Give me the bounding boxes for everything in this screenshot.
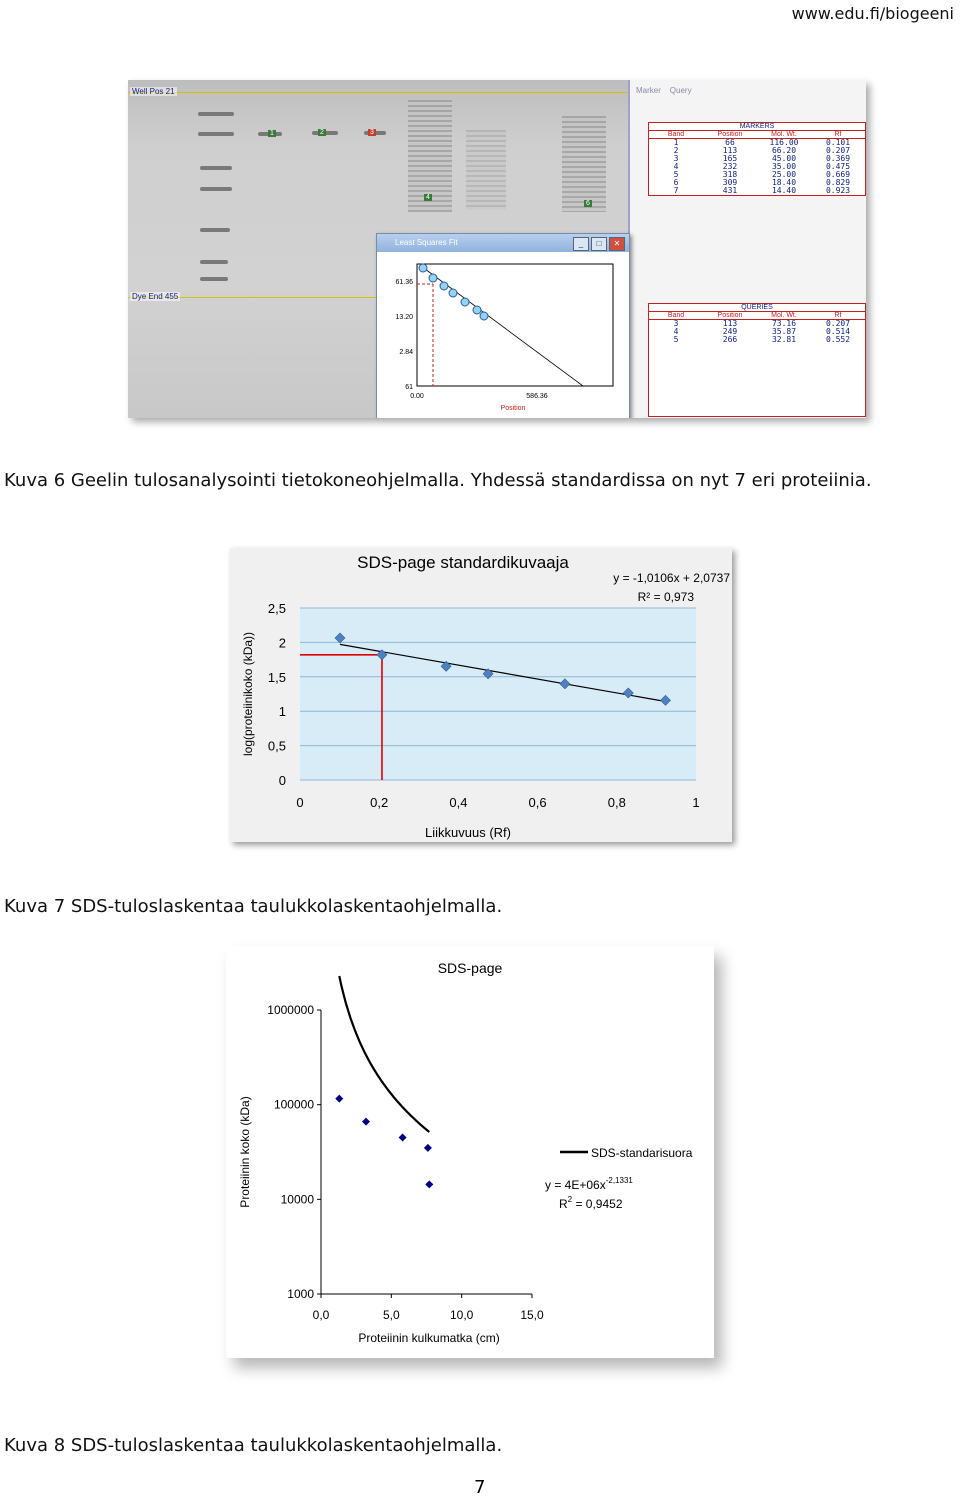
chart2-data-point: [335, 1095, 343, 1103]
chart2-r2: [559, 1195, 623, 1211]
panel-tabs: [636, 86, 692, 95]
caption-kuva-7: Kuva 7 SDS-tuloslaskentaa taulukkolaskentaohjelmalla.: [4, 896, 503, 917]
chart1-y-tick: 0: [278, 773, 286, 788]
marker-band: [198, 132, 234, 136]
chart1-x-tick: 0,8: [607, 795, 626, 810]
chart2-y-tick: 1000000: [267, 1003, 314, 1017]
col-mol-wt: Mol. Wt.: [771, 131, 797, 138]
lsq-y-tick: 13.20: [395, 314, 413, 321]
header-url[interactable]: www.edu.fi/biogeeni: [791, 4, 954, 23]
maximize-icon[interactable]: □: [591, 237, 607, 251]
chart1-y-label: log(proteiinikoko (kDa)): [241, 631, 255, 757]
chart2-r2-value: = 0,9452: [572, 1197, 623, 1211]
well-pos-label: Well Pos 21: [132, 87, 175, 96]
table-cell: 4: [673, 162, 679, 171]
chart1-r2: R² = 0,973: [637, 590, 694, 604]
col-band: Band: [667, 312, 685, 319]
table-cell: 35.00: [771, 162, 797, 171]
dye-end-label: Dye End 455: [132, 292, 179, 301]
lsq-point: [480, 312, 488, 320]
band-number-tag: 6: [586, 200, 590, 207]
caption-kuva-6: Kuva 6 Geelin tulosanalysointi tietokoneohjelmalla. Yhdessä standardissa on nyt 7 eri proteiinia.: [4, 470, 872, 491]
markers-table: [648, 122, 866, 196]
chart2-equation-base: y = 4E+06x: [545, 1178, 606, 1192]
chart2-x-tick: 10,0: [449, 1308, 474, 1322]
chart2-data-point: [362, 1118, 370, 1126]
table-row: [649, 336, 865, 344]
markers-rows: [649, 139, 865, 195]
chart1-y-tick: 1,5: [267, 669, 286, 685]
table-cell: 0.514: [825, 327, 851, 336]
chart2-x-tick: 15,0: [520, 1308, 544, 1322]
lsq-point: [419, 264, 427, 272]
table-cell: 2: [673, 146, 679, 155]
chart1-equation: y = -1,0106x + 2,0737: [613, 571, 730, 585]
col-mol-wt: Mol. Wt.: [771, 312, 797, 319]
table-cell: 249: [722, 327, 738, 336]
table-cell: 0.475: [825, 162, 851, 171]
chart2-r2-base: R: [559, 1197, 568, 1211]
lsq-point: [449, 289, 457, 297]
lsq-x-tick: 0.00: [410, 393, 424, 400]
well-position-line: [128, 92, 628, 93]
table-cell: 4: [673, 327, 679, 336]
table-cell: 0.207: [825, 319, 851, 328]
chart2-trendline: [339, 976, 429, 1132]
chart1-y-tick: 2: [278, 635, 286, 651]
marker-band: [200, 166, 232, 170]
table-cell: 25.00: [771, 170, 797, 179]
table-cell: 116.00: [769, 138, 799, 147]
gel-analysis-screenshot: [128, 80, 866, 418]
queries-rows: [649, 320, 865, 344]
page-number: 7: [474, 1477, 486, 1498]
markers-title: MARKERS: [649, 123, 865, 131]
table-cell: 3: [673, 154, 679, 163]
chart1-x-tick: 0,2: [370, 795, 389, 810]
table-cell: 113: [722, 319, 738, 328]
table-cell: 0.369: [825, 154, 851, 163]
lsq-y-tick: 61.36: [395, 279, 413, 286]
chart2-y-tick: 100000: [273, 1097, 314, 1112]
close-icon[interactable]: ✕: [609, 237, 625, 251]
lsq-x-label: Position: [500, 405, 526, 412]
queries-title: QUERIES: [649, 304, 865, 312]
lsq-y-tick: 2.84: [399, 349, 413, 356]
chart1-y-tick: 0,5: [267, 738, 286, 754]
table-cell: 0.552: [825, 335, 851, 344]
chart2-x-ticks: [313, 1294, 544, 1322]
table-cell: 431: [722, 186, 738, 195]
marker-band: [200, 187, 232, 191]
table-cell: 0.829: [825, 178, 851, 187]
lsq-point: [461, 298, 469, 306]
chart2-y-label: Proteiinin koko (kDa): [238, 1096, 252, 1208]
table-cell: 32.81: [771, 335, 797, 344]
chart2-data-point: [424, 1144, 432, 1152]
chart1-y-tick: 2,5: [267, 601, 286, 616]
table-cell: 3: [673, 319, 679, 328]
table-cell: 7: [673, 186, 679, 195]
tab-query[interactable]: Query: [669, 86, 692, 95]
marker-band: [198, 112, 234, 116]
chart2-r2-exponent: 2: [567, 1195, 573, 1204]
table-cell: 45.00: [771, 154, 797, 163]
band-number-tag: 4: [426, 194, 430, 201]
chart1-x-tick: 1: [692, 795, 700, 810]
band-number-tag: 2: [320, 129, 324, 136]
protein-smear: [466, 130, 506, 210]
chart1-x-tick: 0,6: [528, 795, 547, 810]
chart-sds-page: [226, 946, 714, 1358]
chart1-y-ticks: [268, 601, 286, 788]
chart2-title: SDS-page: [437, 960, 503, 976]
least-squares-fit-window: [376, 233, 630, 418]
table-cell: 165: [722, 154, 738, 163]
lsq-titlebar[interactable]: [377, 234, 629, 252]
col-position: Position: [717, 312, 743, 319]
col-rf: Rf: [834, 312, 842, 319]
table-row: [649, 187, 865, 195]
table-cell: 5: [673, 335, 679, 344]
chart2-y-tick: 10000: [280, 1192, 314, 1207]
table-cell: 0.923: [825, 186, 851, 195]
col-rf: Rf: [834, 131, 842, 138]
chart2-data-point: [399, 1133, 407, 1141]
chart1-plot-area: [300, 608, 696, 780]
chart1-x-ticks: [296, 795, 699, 810]
minimize-icon[interactable]: _: [573, 237, 589, 251]
results-panel: [628, 80, 866, 418]
chart1-x-tick: 0: [296, 795, 304, 810]
table-cell: 0.207: [825, 146, 851, 155]
chart2-x-label: Proteiinin kulkumatka (cm): [358, 1331, 500, 1345]
table-cell: 1: [673, 138, 679, 147]
queries-table: [648, 303, 866, 417]
band-number-tag: 3: [370, 129, 374, 136]
lsq-point: [429, 274, 437, 282]
table-cell: 266: [722, 335, 738, 344]
lsq-plot: [377, 252, 627, 418]
table-cell: 5: [673, 170, 679, 179]
chart1-x-label: Liikkuvuus (Rf): [425, 825, 511, 840]
table-cell: 113: [722, 146, 738, 155]
tab-marker[interactable]: Marker: [636, 86, 661, 95]
marker-band: [200, 228, 230, 232]
col-position: Position: [717, 131, 743, 138]
table-cell: 309: [722, 178, 738, 187]
lsq-point: [440, 282, 448, 290]
chart1-svg: [230, 548, 732, 842]
table-cell: 0.669: [825, 170, 851, 179]
chart1-title: SDS-page standardikuvaaja: [357, 553, 569, 572]
table-cell: 318: [722, 170, 738, 179]
marker-band: [200, 260, 228, 264]
lsq-point: [473, 306, 481, 314]
table-cell: 66: [725, 138, 735, 147]
col-band: Band: [667, 131, 685, 138]
table-cell: 18.40: [771, 178, 797, 187]
chart2-x-tick: 5,0: [382, 1308, 400, 1322]
caption-kuva-8: Kuva 8 SDS-tuloslaskentaa taulukkolaskentaohjelmalla.: [4, 1435, 503, 1456]
band-number-tag: 1: [270, 130, 274, 137]
table-cell: 14.40: [771, 186, 797, 195]
table-cell: 73.16: [771, 319, 797, 328]
chart2-marks: [335, 976, 433, 1188]
chart2-equation-exponent: -2,1331: [605, 1176, 633, 1185]
chart1-x-tick: 0,4: [449, 795, 468, 810]
lsq-y-tick: 61: [405, 384, 413, 391]
table-cell: 66.20: [771, 146, 797, 155]
marker-band: [200, 277, 228, 281]
chart2-x-tick: 0,0: [312, 1308, 330, 1322]
table-cell: 232: [722, 162, 738, 171]
table-cell: 35.87: [771, 327, 797, 336]
chart2-y-ticks: [267, 1003, 321, 1301]
chart2-legend-label: SDS-standarisuora: [591, 1146, 693, 1160]
chart2-data-point: [425, 1180, 433, 1188]
table-cell: 0.101: [825, 138, 851, 147]
chart1-y-tick: 1: [278, 704, 286, 720]
lsq-title: Least Squares Fit: [395, 238, 458, 247]
lsq-x-tick: 586.36: [526, 393, 548, 400]
chart2-svg: [226, 946, 714, 1358]
chart-sds-standard: [230, 548, 732, 842]
chart2-equation: [545, 1176, 633, 1192]
protein-smear: [562, 116, 606, 212]
table-cell: 6: [673, 178, 679, 187]
chart2-y-tick: 1000: [287, 1287, 314, 1301]
